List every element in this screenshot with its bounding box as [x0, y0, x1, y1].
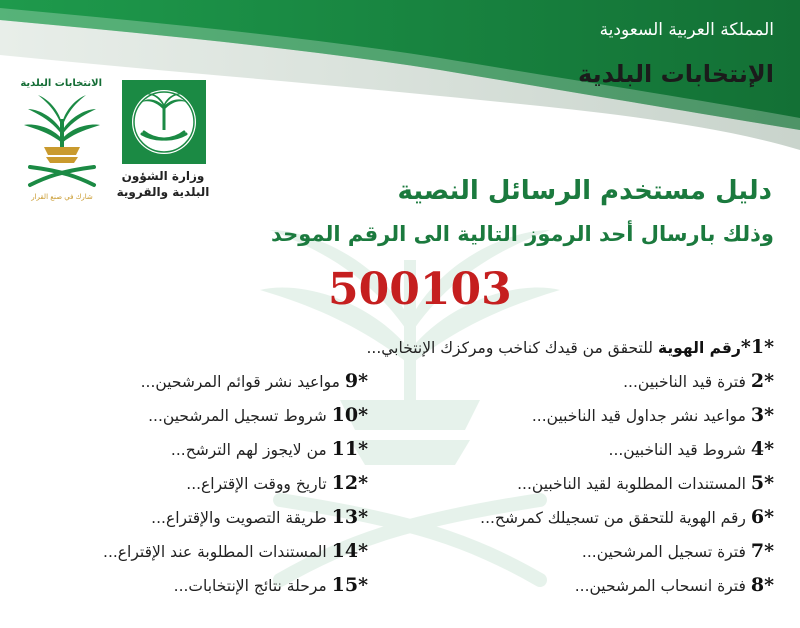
elections-logo: [22, 78, 102, 208]
list-item-9: [141, 370, 368, 393]
item-text: المستندات المطلوبة عند الإقتراع...: [103, 543, 332, 561]
list-item-8: [575, 574, 774, 597]
item-text: مواعيد نشر قوائم المرشحين...: [140, 373, 345, 391]
sms-short-number: 500103: [328, 264, 512, 315]
list-item-5: [517, 472, 774, 495]
item-code: *10: [331, 404, 368, 426]
item-code: *13: [331, 506, 368, 528]
list-item-6: [480, 506, 774, 529]
list-item-13: [151, 506, 368, 529]
item-text: طريقة التصويت والإقتراع...: [151, 509, 332, 527]
list-item-3: [532, 404, 774, 427]
item-code: *3: [750, 404, 774, 426]
list-item-7: [582, 540, 774, 563]
item-text: مواعيد نشر جداول قيد الناخبين...: [531, 407, 751, 425]
list-item-14: [103, 540, 368, 563]
item-code: *2: [750, 370, 774, 392]
item-text: فترة تسجيل المرشحين...: [581, 543, 751, 561]
item-text: من لايجوز لهم الترشح...: [170, 441, 332, 459]
palm-and-swords-icon: [122, 80, 206, 164]
ministry-name-line1: وزارة الشؤون: [121, 169, 205, 183]
item-code: *14: [331, 540, 368, 562]
item-code: *6: [750, 506, 774, 528]
item-code: *7: [750, 540, 774, 562]
item-lead: رقم الهوية: [657, 339, 741, 357]
ministry-name: [108, 168, 218, 200]
item-text: شروط قيد الناخبين...: [608, 441, 751, 459]
header-title: الإنتخابات البلدية: [578, 60, 774, 88]
elections-logo-text: الانتخابات البلدية: [20, 78, 102, 89]
item-code: *9: [344, 370, 368, 392]
item-code: *11: [331, 438, 368, 460]
item-code: *8: [750, 574, 774, 596]
list-item-2: [623, 370, 774, 393]
list-item-1: [366, 336, 774, 359]
elections-logo-tagline: شارك في صنع القرار: [31, 193, 93, 201]
item-text: تاريخ ووقت الإقتراع...: [186, 475, 332, 493]
item-text: مرحلة نتائج الإنتخابات...: [173, 577, 332, 595]
item-text: شروط تسجيل المرشحين...: [148, 407, 332, 425]
item-text: المستندات المطلوبة لقيد الناخبين...: [517, 475, 751, 493]
item-code: *4: [750, 438, 774, 460]
item-text: فترة قيد الناخبين...: [623, 373, 751, 391]
item-code: *15: [331, 574, 368, 596]
list-item-11: [171, 438, 368, 461]
item-text: رقم الهوية للتحقق من تسجيلك كمرشح...: [480, 509, 751, 527]
item-code: *1*: [740, 336, 774, 358]
list-item-15: [174, 574, 368, 597]
list-item-12: [186, 472, 368, 495]
item-code: *5: [750, 472, 774, 494]
list-item-10: [148, 404, 368, 427]
municipal-elections-emblem-icon: [22, 89, 102, 189]
item-text: فترة انسحاب المرشحين...: [574, 577, 751, 595]
ministry-name-line2: البلدية والقروية: [116, 185, 210, 199]
document-subtitle: وذلك بارسال أحد الرموز التالية الى الرقم الموحد: [271, 222, 774, 246]
item-code: *12: [331, 472, 368, 494]
list-item-4: [609, 438, 774, 461]
item-text: للتحقق من قيدك كناخب ومركزك الإنتخابي...: [366, 339, 658, 357]
kingdom-name: المملكة العربية السعودية: [599, 20, 774, 40]
document-title: دليل مستخدم الرسائل النصية: [397, 176, 772, 206]
